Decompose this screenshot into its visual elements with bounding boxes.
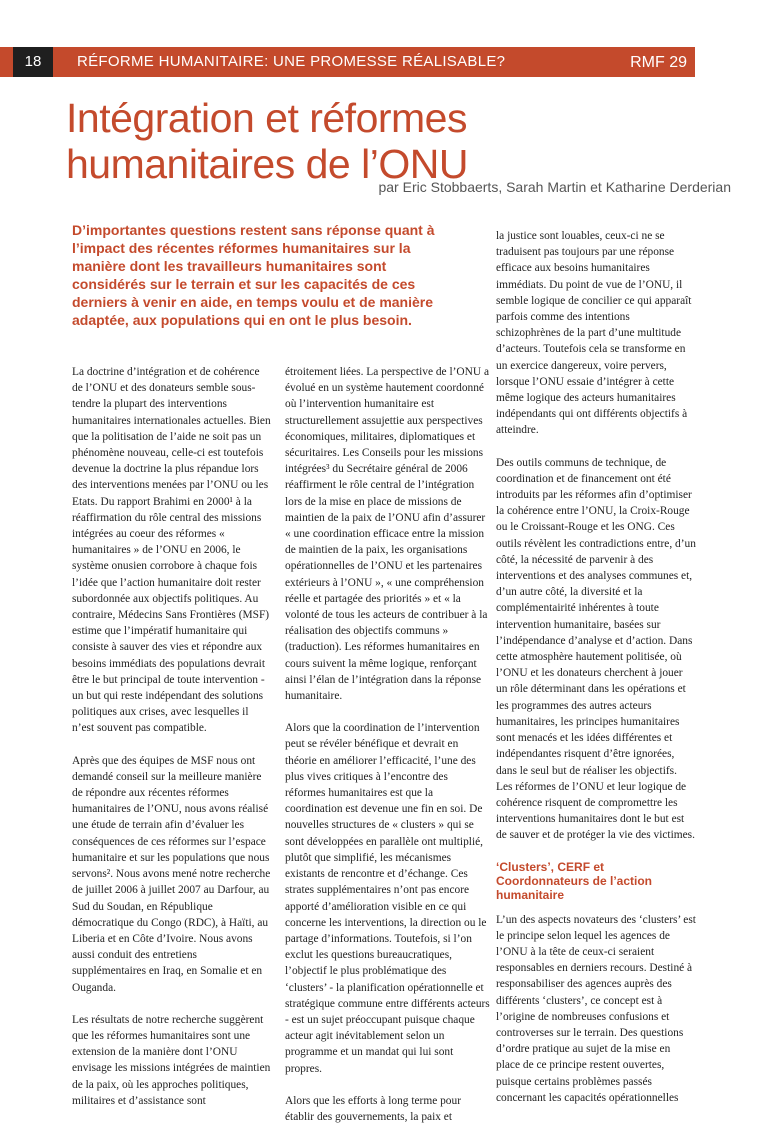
- byline: par Eric Stobbaerts, Sarah Martin et Katharine Derderian: [378, 179, 731, 195]
- paragraph: Alors que les efforts à long terme pour établir des gouvernements, la paix et: [285, 1094, 461, 1123]
- paragraph: Des outils communs de technique, de coordination et de financement ont été introduits par les réformes afin d’optimiser la cohérence entre l’ONU, la Croix-Rouge ou le Croissant-Rouge et les ONG. Ces outils révèlent les contradictions entre, d’un côté, la nécessité de parvenir à des interventions et des analyses communes et, d’un autre côté, la diversité et la complémentairité inhérentes à toute intervention humanitaire, basées sur l’indépendance d’analyse et d’action. Dans cette atmosphère hautement politisée, où l’ONU et les donateurs cherchent à jouer un rôle déterminant dans les opérations et les programmes des autres acteurs humanitaires, les principes humanitaires sont menacés et les idées différentes et indépendantes risquent d’être ignorées, dans le seul but de réaliser les objectifs. Les réformes de l’ONU et leur logique de cohérence risquent de compromettre les interventions humanitaires dont le but est de sauver et de protéger la vie des victimes.: [496, 456, 696, 842]
- column-3: [496, 228, 696, 1122]
- article-title: [66, 95, 726, 187]
- paragraph: La doctrine d’intégration et de cohérence de l’ONU et des donateurs semble sous-tendre la plupart des interventions humanitaires internationales actuelles. Bien que la politisation de l’aide ne soit pas un phénomène nouveau, celle-ci est toutefois devenue la doctrine la plus répandue lors des interventions menées par l’ONU ou les Etats. Du rapport Brahimi en 2000¹ à la réaffirmation du rôle central des missions intégrées au coeur des réformes « humanitaires » de l’ONU en 2006, le système onusien corrobore à chaque fois l’idée que l’action humanitaire doit rester subordonnée aux objectifs politiques. Au contraire, Médecins Sans Frontières (MSF) estime que l’impératif humanitaire qui consiste à sauver des vies et répondre aux besoins immédiats des populations devrait être le but principal de toute intervention - un but qui reste indépendant des solutions politiques aux crises, avec lesquelles il n’est souvent pas compatible.: [72, 366, 271, 735]
- paragraph: la justice sont louables, ceux-ci ne se traduisent pas toujours par une réponse efficace aux besoins humanitaires immédiats. Du point de vue de l’ONU, il semble logique de concilier ce qui apparaît parfois comme des intentions schizophrènes de la part d’une multitude d’acteurs. Toutefois cela se transforme en un exercice dangereux, voire pervers, lorsque l’ONU essaie d’intégrer à cette même logique des acteurs humanitaires indépendants qui ont différents objectifs à atteindre.: [496, 230, 692, 437]
- paragraph: Alors que la coordination de l’intervention peut se révéler bénéfique et devrait en théorie en améliorer l’efficacité, l’une des plus vives critiques à l’encontre des réformes humanitaires est que la coordination est devenue une fin en soi. De nouvelles structures de « clusters » qui se sont développées en parallèle ont multiplié, plutôt que simplifié, les mécanismes existants de rencontre et d’échange. Ces strates supplémentaires n’ont pas encore apporté d’amélioration visible en ce qui concerne les interventions, la direction ou le partage d’informations. Toutefois, si l’on exclut les questions bureaucratiques, l’objectif le plus problématique des ‘clusters’ - la planification opérationnelle et stratégique commune entre différents acteurs - est un sujet préoccupant puisque chaque acteur agit inévitablement selon un programme et un mandat qui lui sont propres.: [285, 722, 490, 1075]
- title-line-1: Intégration et réformes: [66, 95, 467, 141]
- section-subheading: ‘Clusters’, CERF et Coordonnateurs de l’action humanitaire: [496, 859, 653, 902]
- section-title: RÉFORME HUMANITAIRE: UNE PROMESSE RÉALISABLE?: [77, 53, 506, 70]
- column-2: [285, 364, 490, 1141]
- paragraph: Les résultats de notre recherche suggèrent que les réformes humanitaires sont une extension de la manière dont l’ONU envisage les missions intégrées de maintien de la paix, où les approches politiques, militaires et d’assistance sont: [72, 1013, 271, 1107]
- issue-label: RMF 29: [605, 47, 695, 77]
- paragraph: L’un des aspects novateurs des ‘clusters’ est le principe selon lequel les agences de l’ONU à la tête de ceux-ci seraient responsables en derniers recours. Destiné à responsabiliser des agences auprès des différents ‘clusters’, ce concept est à l’origine de nombreuses confusions et controverses sur le terrain. Des questions d’ordre pratique au sujet de la mise en place de ce principe restent ouvertes, puisque certains problèmes passés concernant les capacités opérationnelles: [496, 913, 696, 1104]
- column-1: [72, 364, 272, 1125]
- paragraph: Après que des équipes de MSF nous ont demandé conseil sur la meilleure manière de répondre aux récentes réformes humanitaires de l’ONU, nous avons réalisé une étude de terrain afin d’évaluer les conséquences de ces réformes sur l’espace humanitaire et sur les populations que nous servons². Nous avons mené notre recherche de juillet 2006 à juillet 2007 au Darfour, au Sud du Soudan, en République démocratique du Congo (RDC), à Haïti, au Liberia et en Côte d’Ivoire. Nous avons aussi conduit des entretiens supplémentaires en Iraq, en Somalie et en Ouganda.: [72, 754, 271, 994]
- title-line-2: humanitaires de l’ONU: [66, 141, 468, 187]
- lead-paragraph: D’importantes questions restent sans réponse quant à l’impact des récentes réformes humanitaires sur la manière dont les travailleurs humanitaires sont considérés sur le terrain et sur les capacités de ces derniers à venir en aide, en temps voulu et de manière adaptée, aux populations qui en ont le plus besoin.: [72, 222, 435, 328]
- page-number: 18: [13, 47, 53, 77]
- paragraph: étroitement liées. La perspective de l’ONU a évolué en un système hautement coordonné où l’intervention humanitaire est structurellement assujettie aux perspectives économiques, militaires, diplomatiques et sécuritaires. Les Conseils pour les missions intégrées³ du Secrétaire général de 2006 réaffirment le rôle central de l’intégration lors de la mise en place de missions de maintien de la paix de l’ONU afin d’assurer « une coordination efficace entre la mission de maintien de la paix, les organisations opérationnelles de l’ONU et les partenaires extérieurs à l’ONU », « une compréhension réelle et partagée des priorités » et « la volonté de tous les acteurs de contribuer à la réalisation des objectifs communs » (traduction). Les réformes humanitaires en cours suivent la même logique, renforçant ainsi l’élan de l’intégration dans la réponse humanitaire.: [285, 366, 489, 703]
